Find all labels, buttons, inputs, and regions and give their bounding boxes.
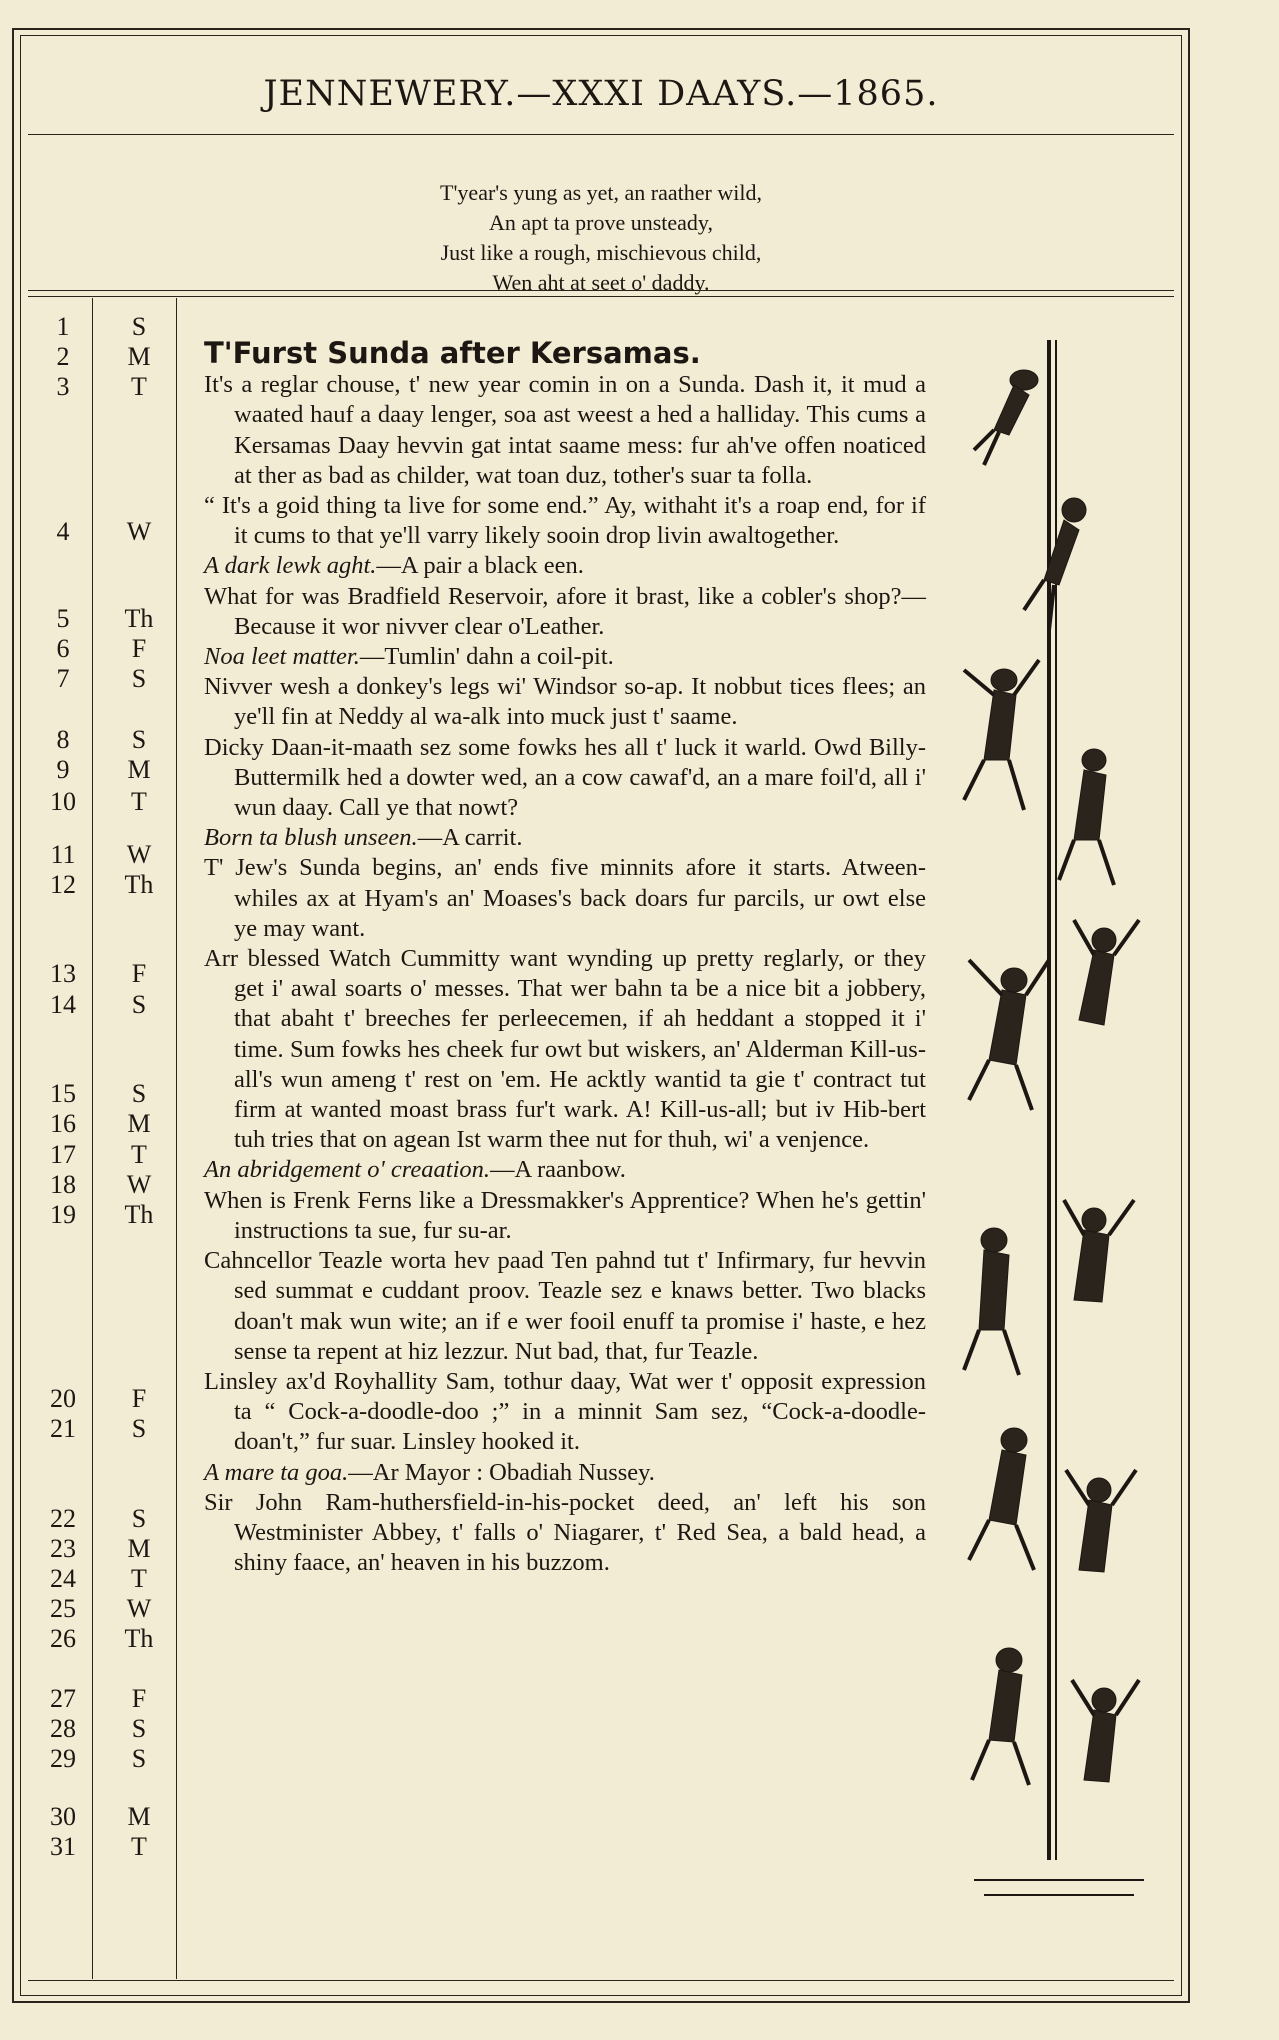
entries-text (204, 338, 926, 1578)
weekday-abbrev: W (126, 1170, 152, 1199)
figure (1074, 920, 1139, 1025)
weekday-abbrev: Th (124, 604, 154, 633)
entry-text: —Tumlin' dahn a coil-pit. (359, 643, 614, 671)
entry-paragraph (204, 823, 926, 853)
weekday-abbrev: M (127, 1534, 151, 1563)
weekday-abbrev: S (131, 990, 147, 1019)
weekday-abbrev: M (127, 1109, 151, 1138)
weekday-abbrev: F (131, 959, 147, 988)
entry-text: T' Jew's Sunda begins, an' ends five minnits afore it starts. Atween-whiles ax at Hyam's an' Moases's back doars fur parcils, ur owt else ye may want. (204, 854, 926, 942)
verse-line: T'year's yung as yet, an raather wild, (440, 180, 762, 205)
verse-line: Just like a rough, mischievous child, (440, 240, 762, 265)
entry-text: Dicky Daan-it-maath sez some fowks hes all t' luck it warld. Owd Billy-Buttermilk hed a dowter wed, an a cow cawaf'd, an a mare foil'd, all i' wun daay. Call ye that nowt? (204, 733, 926, 822)
day-number: 30 (50, 1802, 76, 1831)
day-number: 25 (50, 1594, 76, 1623)
entry-paragraph (204, 642, 926, 672)
entry-paragraph (204, 370, 926, 491)
figure (1064, 1200, 1134, 1302)
weekday-abbrev: Th (124, 1200, 154, 1229)
figure (974, 370, 1038, 465)
weekday-abbrev: S (131, 1504, 147, 1533)
day-number: 6 (56, 634, 70, 663)
entry-paragraph (204, 853, 926, 944)
weekday-abbrev: M (127, 342, 151, 371)
day-number: 15 (50, 1079, 76, 1108)
day-number: 5 (56, 604, 70, 633)
entry-lead: A dark lewk aght. (204, 552, 377, 580)
bottom-rule (28, 1980, 1174, 1981)
day-number: 31 (50, 1832, 76, 1861)
entry-text: Cahncellor Teazle worta hev paad Ten pahnd tut t' Infirmary, fur hevvin sed summat e cuddant proov. Teazle sez e knaws better. Two blacks doan't mak wun wite; an if e wer fooil enuff ta promise i' haste, e hez sense ta repent at hiz lezzur. Nut bad, that, fur Teazle. (204, 1247, 926, 1365)
entry-paragraph (204, 672, 926, 732)
almanac-page (12, 28, 1190, 2003)
entry-text: What for was Bradfield Reservoir, afore it brast, like a cobler's shop?—Because it wor nivver clear o'Leather. (204, 582, 926, 640)
day-number: 28 (50, 1714, 76, 1743)
weekday-abbrev: M (127, 1802, 151, 1831)
weekday-abbrev: W (126, 1594, 152, 1623)
day-number: 20 (50, 1384, 76, 1413)
weekday-abbrev: T (131, 787, 147, 816)
weekday-abbrev: S (131, 1744, 147, 1773)
day-number: 23 (50, 1534, 76, 1563)
weekday-abbrev: T (131, 372, 147, 401)
entry-text: It's a reglar chouse, t' new year comin in on a Sunda. Dash it, it mud a waated hauf a daay lenger, soa ast weest a hed a halliday. This cums a Kersamas Daay hevvin gat intat saame mess: fur ah've offen noaticed at ther as bad as childer, wat toan duz, tother's suar ta folla. (204, 371, 926, 489)
weekday-abbrev: Th (124, 870, 154, 899)
day-number: 2 (56, 342, 70, 371)
day-number: 8 (56, 725, 70, 754)
entry-paragraph (204, 551, 926, 581)
day-number: 27 (50, 1684, 76, 1713)
weekday-abbrev: W (126, 517, 152, 546)
weekday-abbrev: S (131, 664, 147, 693)
verse-rule-top (28, 290, 1174, 291)
verse-rule-bottom (28, 296, 1174, 297)
entry-text: —A carrit. (417, 824, 523, 852)
entry-lead: An abridgement o' creaation. (204, 1156, 491, 1184)
day-number: 18 (50, 1170, 76, 1199)
day-number: 13 (50, 959, 76, 988)
figure (964, 1228, 1019, 1375)
figure (1059, 749, 1114, 885)
day-number: 19 (50, 1200, 76, 1229)
entry-text: Arr blessed Watch Cummitty want wynding up pretty reglarly, or they get i' awal soarts o' messes. That wer bahn ta be a nice bit a jobbery, that abaht t' breeches fer perleecemen, if ah heddant a stopped it i' time. Sum fowks hes cheek fur owt but wiskers, an' Alderman Kill-us-all's wun ameng t' rest on 'em. He acktly wantid ta gie t' contract tut firm at wanted moast brass fur't wark. A! Kill-us-all; but iv Hib-bert tuh tries that on agean Ist warm thee nut for thuh, wi' a venjence. (204, 945, 926, 1154)
entry-text: —A pair a black een. (376, 552, 584, 580)
entry-paragraph (204, 1367, 926, 1458)
weekday-abbrev: T (131, 1140, 147, 1169)
weekday-abbrev: T (131, 1564, 147, 1593)
figure (1072, 1680, 1139, 1782)
entry-paragraph (204, 1186, 926, 1246)
entry-text: Nivver wesh a donkey's legs wi' Windsor so-ap. It nobbut tices flees; an ye'll fin at Neddy al wa-alk into muck just t' saame. (204, 673, 926, 731)
day-number: 1 (56, 312, 70, 341)
figure (972, 1648, 1029, 1785)
section-heading: T'Furst Sunda after Kersamas. (204, 336, 701, 370)
entry-lead: A mare ta goa. (204, 1458, 349, 1486)
entry-paragraph (204, 491, 926, 551)
entry-text: Sir John Ram-huthersfield-in-his-pocket deed, an' left his son Westminister Abbey, t' falls o' Niagarer, t' Red Sea, a bald head, a shiny faace, an' heaven in his buzzom. (204, 1488, 926, 1577)
weekday-abbrev: F (131, 1384, 147, 1413)
day-number: 22 (50, 1504, 76, 1533)
figure (964, 660, 1039, 810)
entry-paragraph (204, 1155, 926, 1185)
weekday-abbrev: S (131, 1714, 147, 1743)
weekday-abbrev: W (126, 840, 152, 869)
page-title: JENNEWERY.—XXXI DAAYS.—1865. (263, 74, 939, 114)
weekday-abbrev: S (131, 312, 147, 341)
entry-text: —A raanbow. (490, 1156, 626, 1184)
day-number: 14 (50, 990, 76, 1019)
weekday-abbrev: F (131, 634, 147, 663)
day-number: 29 (50, 1744, 76, 1773)
day-number: 16 (50, 1109, 76, 1138)
day-number: 4 (56, 517, 70, 546)
climbing-figures-illustration (954, 340, 1164, 1980)
title-rule (28, 134, 1174, 135)
weekday-abbrev: T (131, 1832, 147, 1861)
entry-lead: Noa leet matter. (204, 643, 360, 671)
entry-text: When is Frenk Ferns like a Dressmakker's Apprentice? When he's gettin' instructions ta sue, fur su-ar. (204, 1186, 926, 1244)
entry-paragraph (204, 944, 926, 1155)
day-number: 12 (50, 870, 76, 899)
entry-paragraph (204, 582, 926, 642)
entry-paragraph (204, 1246, 926, 1367)
figure (1066, 1470, 1136, 1572)
entry-text: Linsley ax'd Royhallity Sam, tothur daay, Wat wer t' opposit expression ta “ Cock-a-doodle-doo ;” in a minnit Sam sez, “Cock-a-doodle-doan't,” fur suar. Linsley hooked it. (204, 1367, 926, 1456)
entry-paragraph (204, 1488, 926, 1579)
entry-text: —Ar Mayor : Obadiah Nussey. (348, 1458, 655, 1486)
verse (14, 178, 1188, 298)
day-number: 7 (56, 664, 70, 693)
weekday-abbrev: S (131, 1079, 147, 1108)
day-number: 24 (50, 1564, 76, 1593)
weekday-abbrev: S (131, 725, 147, 754)
weekday-abbrev: S (131, 1414, 147, 1443)
verse-line: An apt ta prove unsteady, (488, 210, 713, 235)
day-number: 9 (56, 755, 70, 784)
entry-lead: Born ta blush unseen. (204, 824, 418, 852)
day-number: 11 (50, 840, 76, 869)
day-number: 17 (50, 1140, 76, 1169)
day-number: 10 (50, 787, 76, 816)
figure (969, 960, 1049, 1110)
day-number: 3 (56, 372, 70, 401)
entries-list (204, 370, 926, 1578)
entry-paragraph (204, 1458, 926, 1488)
weekday-abbrev: F (131, 1684, 147, 1713)
figure (969, 1428, 1034, 1570)
day-number: 21 (50, 1414, 76, 1443)
entry-text: “ It's a goid thing ta live for some end.” Ay, withaht it's a roap end, for if it cums to that ye'll varry likely sooin drop livin awaltogether. (204, 492, 926, 550)
weekday-abbrev: Th (124, 1624, 154, 1653)
weekday-abbrev: M (127, 755, 151, 784)
day-number: 26 (50, 1624, 76, 1653)
verse-line: Wen aht at seet o' daddy. (492, 270, 710, 295)
entry-paragraph (204, 733, 926, 824)
column-divider-2 (176, 298, 177, 1979)
